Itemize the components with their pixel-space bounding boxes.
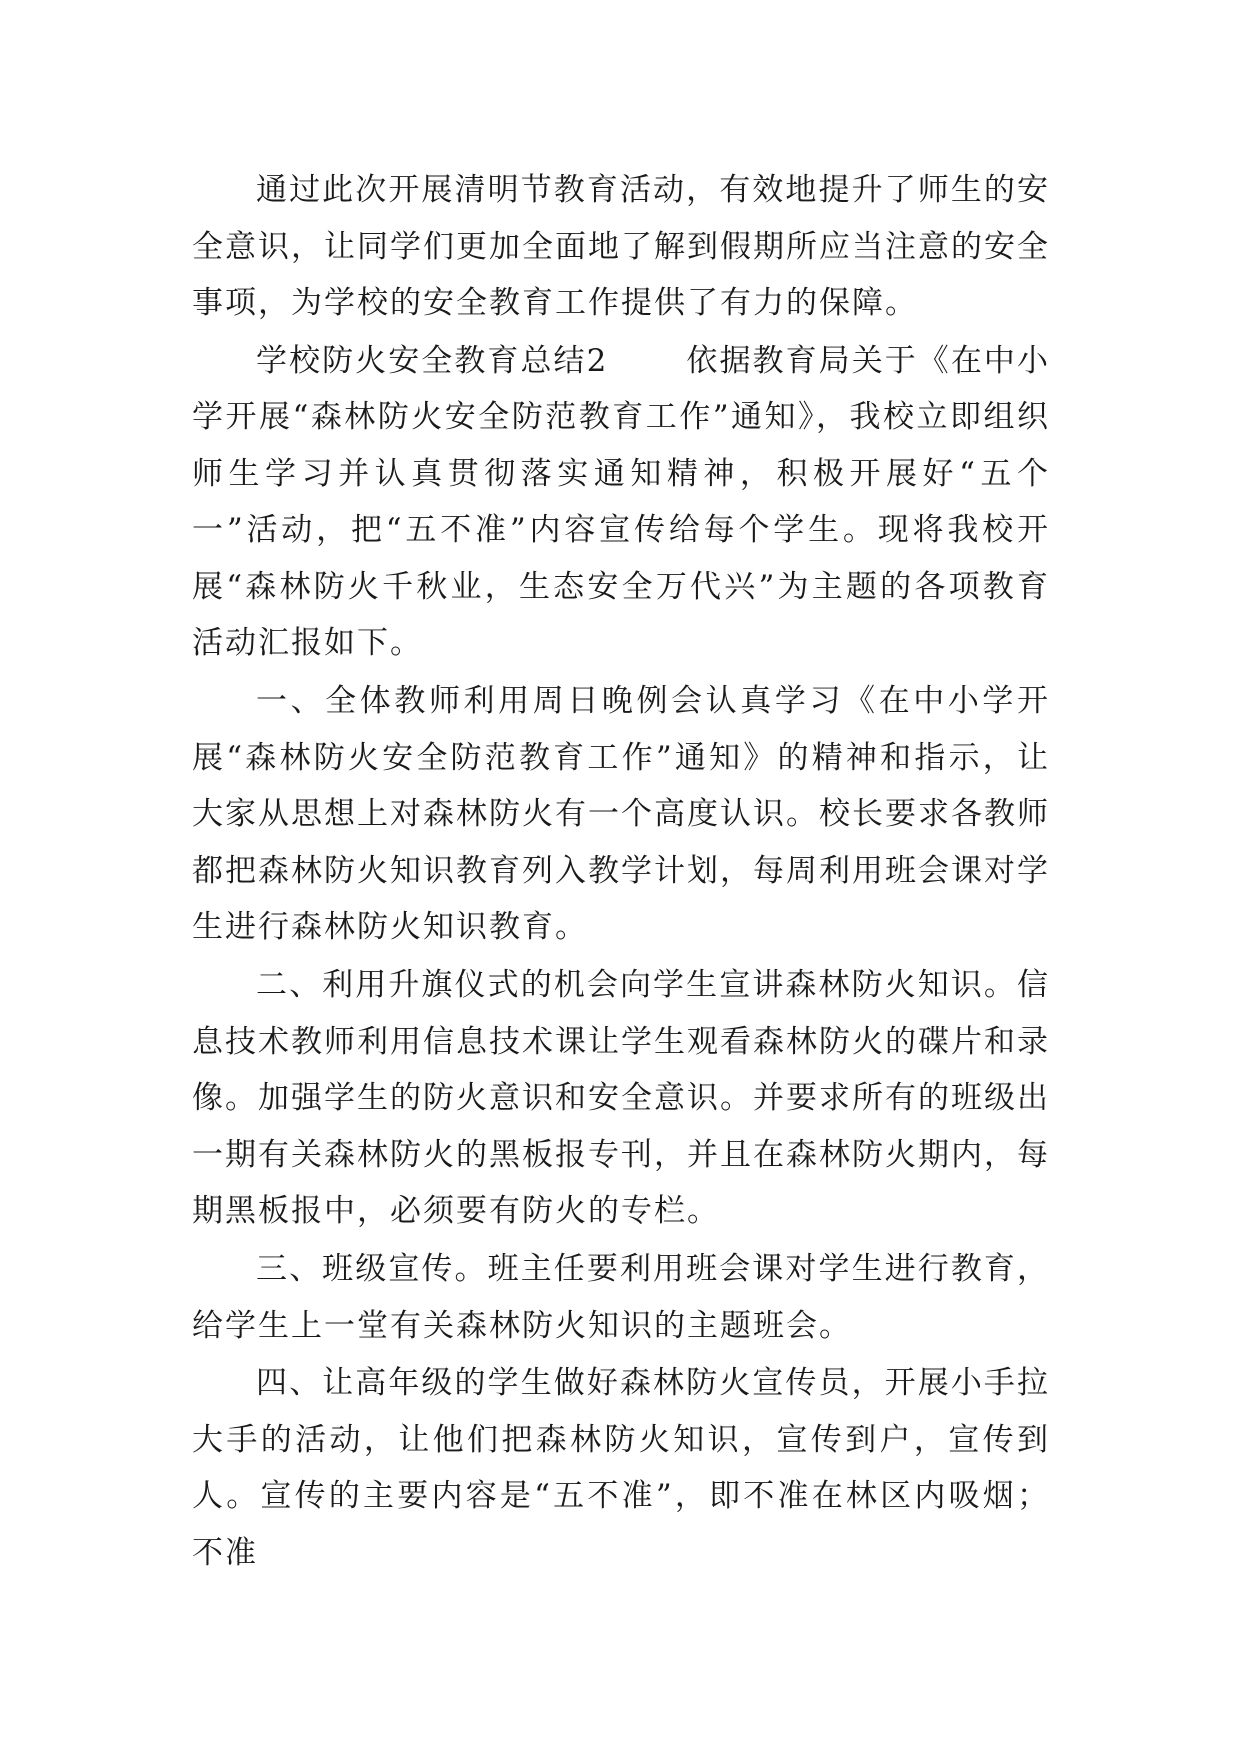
paragraph-text: 四、让高年级的学生做好森林防火宣传员，开展小手拉大手的活动，让他们把森林防火知识，宣传到户，宣传到人。宣传的主要内容是“五不准”，即不准在林区内吸烟；不准 <box>192 1365 1050 1571</box>
paragraph-6 <box>192 1355 1050 1581</box>
paragraph-3 <box>192 673 1050 956</box>
paragraph-1 <box>192 162 1050 332</box>
document-body <box>192 162 1050 1583</box>
paragraph-5 <box>192 1241 1050 1354</box>
paragraph-text: 二、利用升旗仪式的机会向学生宣讲森林防火知识。信息技术教师利用信息技术课让学生观看森林防火的碟片和录像。加强学生的防火意识和安全意识。并要求所有的班级出一期有关森林防火的黑板报专刊，并且在森林防火期内，每期黑板报中，必须要有防火的专栏。 <box>192 967 1050 1230</box>
paragraph-2 <box>192 333 1050 672</box>
paragraph-text: 三、班级宣传。班主任要利用班会课对学生进行教育，给学生上一堂有关森林防火知识的主题班会。 <box>192 1251 1050 1344</box>
paragraph-4 <box>192 957 1050 1240</box>
paragraph-text: 通过此次开展清明节教育活动，有效地提升了师生的安全意识，让同学们更加全面地了解到假期所应当注意的安全事项，为学校的安全教育工作提供了有力的保障。 <box>192 172 1050 321</box>
section-heading: 学校防火安全教育总结2 <box>256 342 609 379</box>
paragraph-text: 一、全体教师利用周日晚例会认真学习《在中小学开展“森林防火安全防范教育工作”通知》的精神和指示，让大家从思想上对森林防火有一个高度认识。校长要求各教师都把森林防火知识教育列入教学计划，每周利用班会课对学生进行森林防火知识教育。 <box>192 683 1050 946</box>
paragraph-text: 依据教育局关于《在中小学开展“森林防火安全防范教育工作”通知》，我校立即组织师生学习并认真贯彻落实通知精神，积极开展好“五个一”活动，把“五不准”内容宣传给每个学生。现将我校开展“森林防火千秋业，生态安全万代兴”为主题的各项教育活动汇报如下。 <box>192 342 1050 662</box>
